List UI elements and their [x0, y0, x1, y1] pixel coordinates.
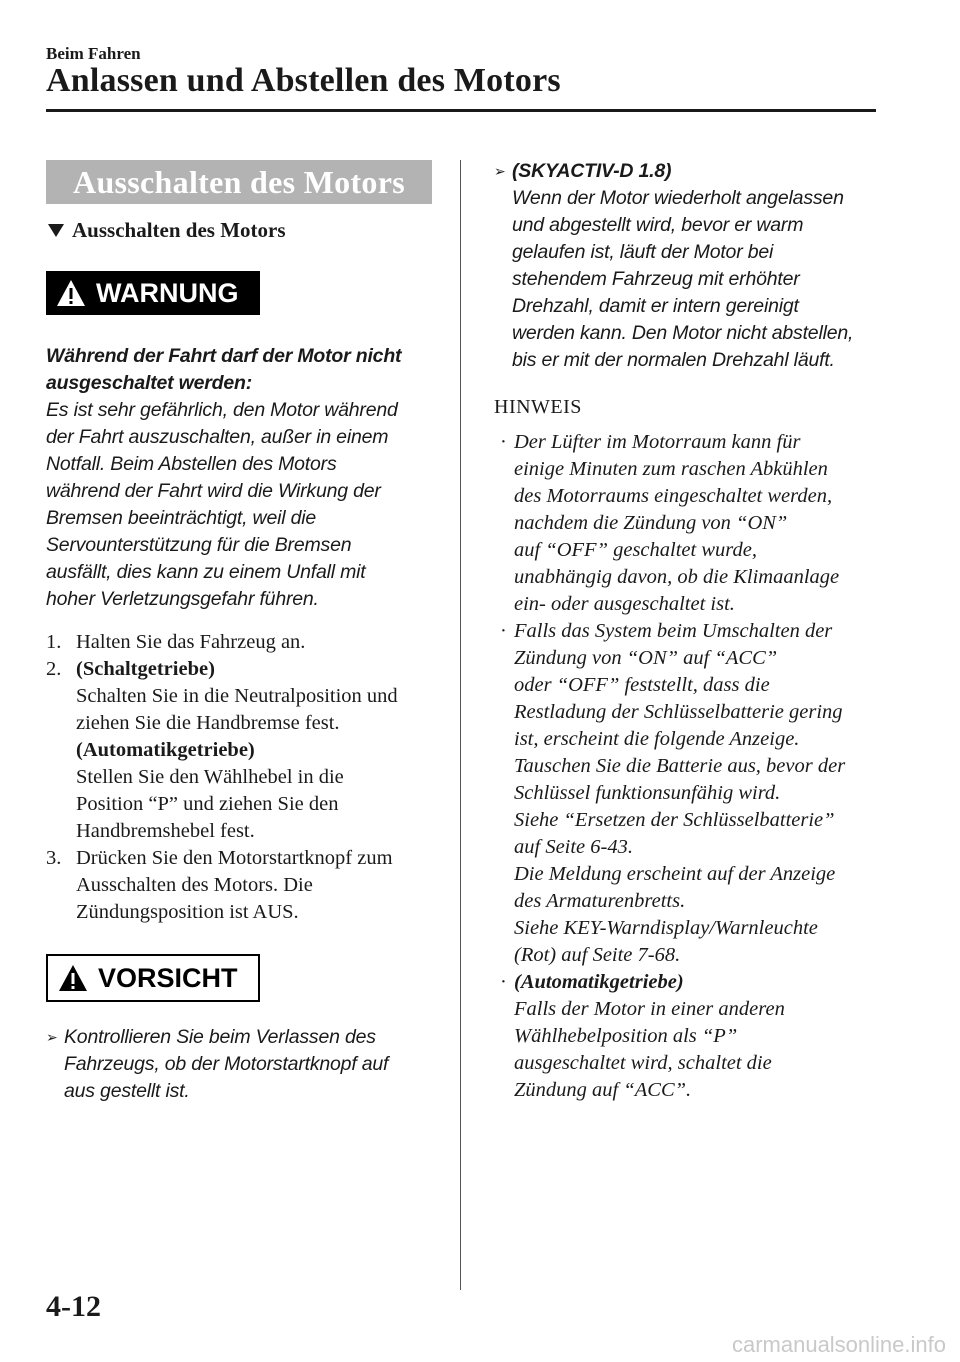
- warning-line: ausfällt, dies kann zu einem Unfall mit: [46, 561, 366, 583]
- warning-label-box: [46, 271, 260, 315]
- note-line: ausgeschaltet wird, schaltet die: [514, 1052, 772, 1074]
- note-line: Die Meldung erscheint auf der Anzeige: [514, 863, 836, 885]
- subheading: [46, 218, 436, 243]
- heading-rule: [46, 109, 876, 112]
- column-divider: [460, 160, 461, 1290]
- note-line: ist, erscheint die folgende Anzeige.: [514, 728, 800, 750]
- warning-bold-line: ausgeschaltet werden:: [46, 372, 253, 394]
- caution-line: gelaufen ist, läuft der Motor bei: [512, 241, 774, 263]
- step-number: 1.: [46, 631, 62, 653]
- warning-line: Es ist sehr gefährlich, den Motor während: [46, 399, 398, 421]
- note-line: des Armaturenbretts.: [514, 890, 686, 912]
- note-line: Zündung von “ON” auf “ACC”: [514, 647, 778, 669]
- note-line: einige Minuten zum raschen Abkühlen: [514, 458, 828, 480]
- page-number: 4-12: [46, 1290, 101, 1323]
- caution-line: Drehzahl, damit er intern gereinigt: [512, 295, 799, 317]
- bullet: ·: [500, 431, 507, 453]
- subheading-text: Ausschalten des Motors: [72, 218, 286, 242]
- arrow-right-icon: ➢: [494, 163, 506, 179]
- warning-label: WARNUNG: [96, 277, 239, 308]
- step-item: [46, 629, 436, 656]
- note-line: Tauschen Sie die Batterie aus, bevor der: [514, 755, 846, 777]
- note-line: nachdem die Zündung von “ON”: [514, 512, 788, 534]
- note-item: [494, 429, 884, 618]
- caution-item: [494, 158, 884, 374]
- note-line: (Rot) auf Seite 7-68.: [514, 944, 681, 966]
- caution-line: Wenn der Motor wiederholt angelassen: [512, 187, 844, 209]
- note-line: des Motorraums eingeschaltet werden,: [514, 485, 833, 507]
- caution-item-title: (SKYACTIV-D 1.8): [512, 160, 672, 182]
- bullet: ·: [500, 620, 507, 642]
- caution-line: aus gestellt ist.: [64, 1080, 190, 1102]
- warning-line: hoher Verletzungsgefahr führen.: [46, 588, 319, 610]
- note-line: ein- oder ausgeschaltet ist.: [514, 593, 735, 615]
- notes-heading: HINWEIS: [494, 396, 582, 418]
- right-column: [494, 158, 884, 1104]
- note-line: auf “OFF” geschaltet wurde,: [514, 539, 757, 561]
- notes-list: [494, 429, 884, 1104]
- left-column: [46, 160, 436, 1105]
- note-line: Siehe KEY-Warndisplay/Warnleuchte: [514, 917, 818, 939]
- note-line: Falls das System beim Umschalten der: [514, 620, 833, 642]
- note-line: Siehe “Ersetzen der Schlüsselbatterie”: [514, 809, 835, 831]
- caution-label-box: [46, 954, 260, 1002]
- note-line: (Automatikgetriebe): [514, 971, 684, 993]
- warning-line: Bremsen beeinträchtigt, weil die: [46, 507, 316, 529]
- caution-list: [46, 1024, 436, 1105]
- note-line: Zündung auf “ACC”.: [514, 1079, 692, 1101]
- caution-line: werden kann. Den Motor nicht abstellen,: [512, 322, 854, 344]
- page-title: Anlassen und Abstellen des Motors: [46, 62, 561, 99]
- warning-line: Servounterstützung für die Bremsen: [46, 534, 352, 556]
- caution-line: und abgestellt wird, bevor er warm: [512, 214, 804, 236]
- triangle-down-icon: [48, 224, 64, 237]
- caution-line: Kontrollieren Sie beim Verlassen des: [64, 1026, 376, 1048]
- steps-list: [46, 629, 436, 926]
- step-line: Drücken Sie den Motorstartknopf zum: [76, 847, 393, 869]
- step-line: Position “P” und ziehen Sie den: [76, 793, 339, 815]
- step-line: Halten Sie das Fahrzeug an.: [76, 631, 306, 653]
- warning-triangle-icon: [56, 279, 86, 307]
- step-line: (Automatikgetriebe): [76, 739, 255, 761]
- step-line: Zündungsposition ist AUS.: [76, 901, 299, 923]
- warning-text: [46, 343, 436, 613]
- note-line: Schlüssel funktionsunfähig wird.: [514, 782, 781, 804]
- note-line: auf Seite 6-43.: [514, 836, 633, 858]
- caution-item: [46, 1024, 436, 1105]
- watermark[interactable]: carmanualsonline.info: [731, 1332, 946, 1357]
- warning-bold-line: Während der Fahrt darf der Motor nicht: [46, 345, 402, 367]
- caution-triangle-icon: [58, 964, 88, 992]
- bullet: ·: [500, 971, 507, 993]
- note-line: Wählhebelposition als “P”: [514, 1025, 738, 1047]
- chapter-label: Beim Fahren: [46, 44, 141, 63]
- note-line: unabhängig davon, ob die Klimaanlage: [514, 566, 840, 588]
- caution-line: bis er mit der normalen Drehzahl läuft.: [512, 349, 835, 371]
- step-line: (Schaltgetriebe): [76, 658, 215, 680]
- note-line: Der Lüfter im Motorraum kann für: [514, 431, 801, 453]
- warning-line: der Fahrt auszuschalten, außer in einem: [46, 426, 389, 448]
- step-number: 2.: [46, 658, 62, 680]
- note-line: Restladung der Schlüsselbatterie gering: [514, 701, 843, 723]
- step-number: 3.: [46, 847, 62, 869]
- note-item: [494, 969, 884, 1104]
- step-line: Handbremshebel fest.: [76, 820, 255, 842]
- arrow-right-icon: ➢: [46, 1029, 58, 1045]
- step-line: Ausschalten des Motors. Die: [76, 874, 313, 896]
- step-line: Schalten Sie in die Neutralposition und: [76, 685, 398, 707]
- warning-line: Notfall. Beim Abstellen des Motors: [46, 453, 337, 475]
- caution-line: stehendem Fahrzeug mit erhöhter: [512, 268, 800, 290]
- step-line: ziehen Sie die Handbremse fest.: [76, 712, 340, 734]
- warning-line: während der Fahrt wird die Wirkung der: [46, 480, 381, 502]
- caution-label: VORSICHT: [98, 962, 238, 993]
- note-line: Falls der Motor in einer anderen: [514, 998, 785, 1020]
- step-line: Stellen Sie den Wählhebel in die: [76, 766, 344, 788]
- note-item: [494, 618, 884, 969]
- note-line: oder “OFF” feststellt, dass die: [514, 674, 770, 696]
- caution-line: Fahrzeugs, ob der Motorstartknopf auf: [64, 1053, 389, 1075]
- step-item: [46, 845, 436, 926]
- section-banner: Ausschalten des Motors: [46, 160, 432, 204]
- step-item: [46, 656, 436, 845]
